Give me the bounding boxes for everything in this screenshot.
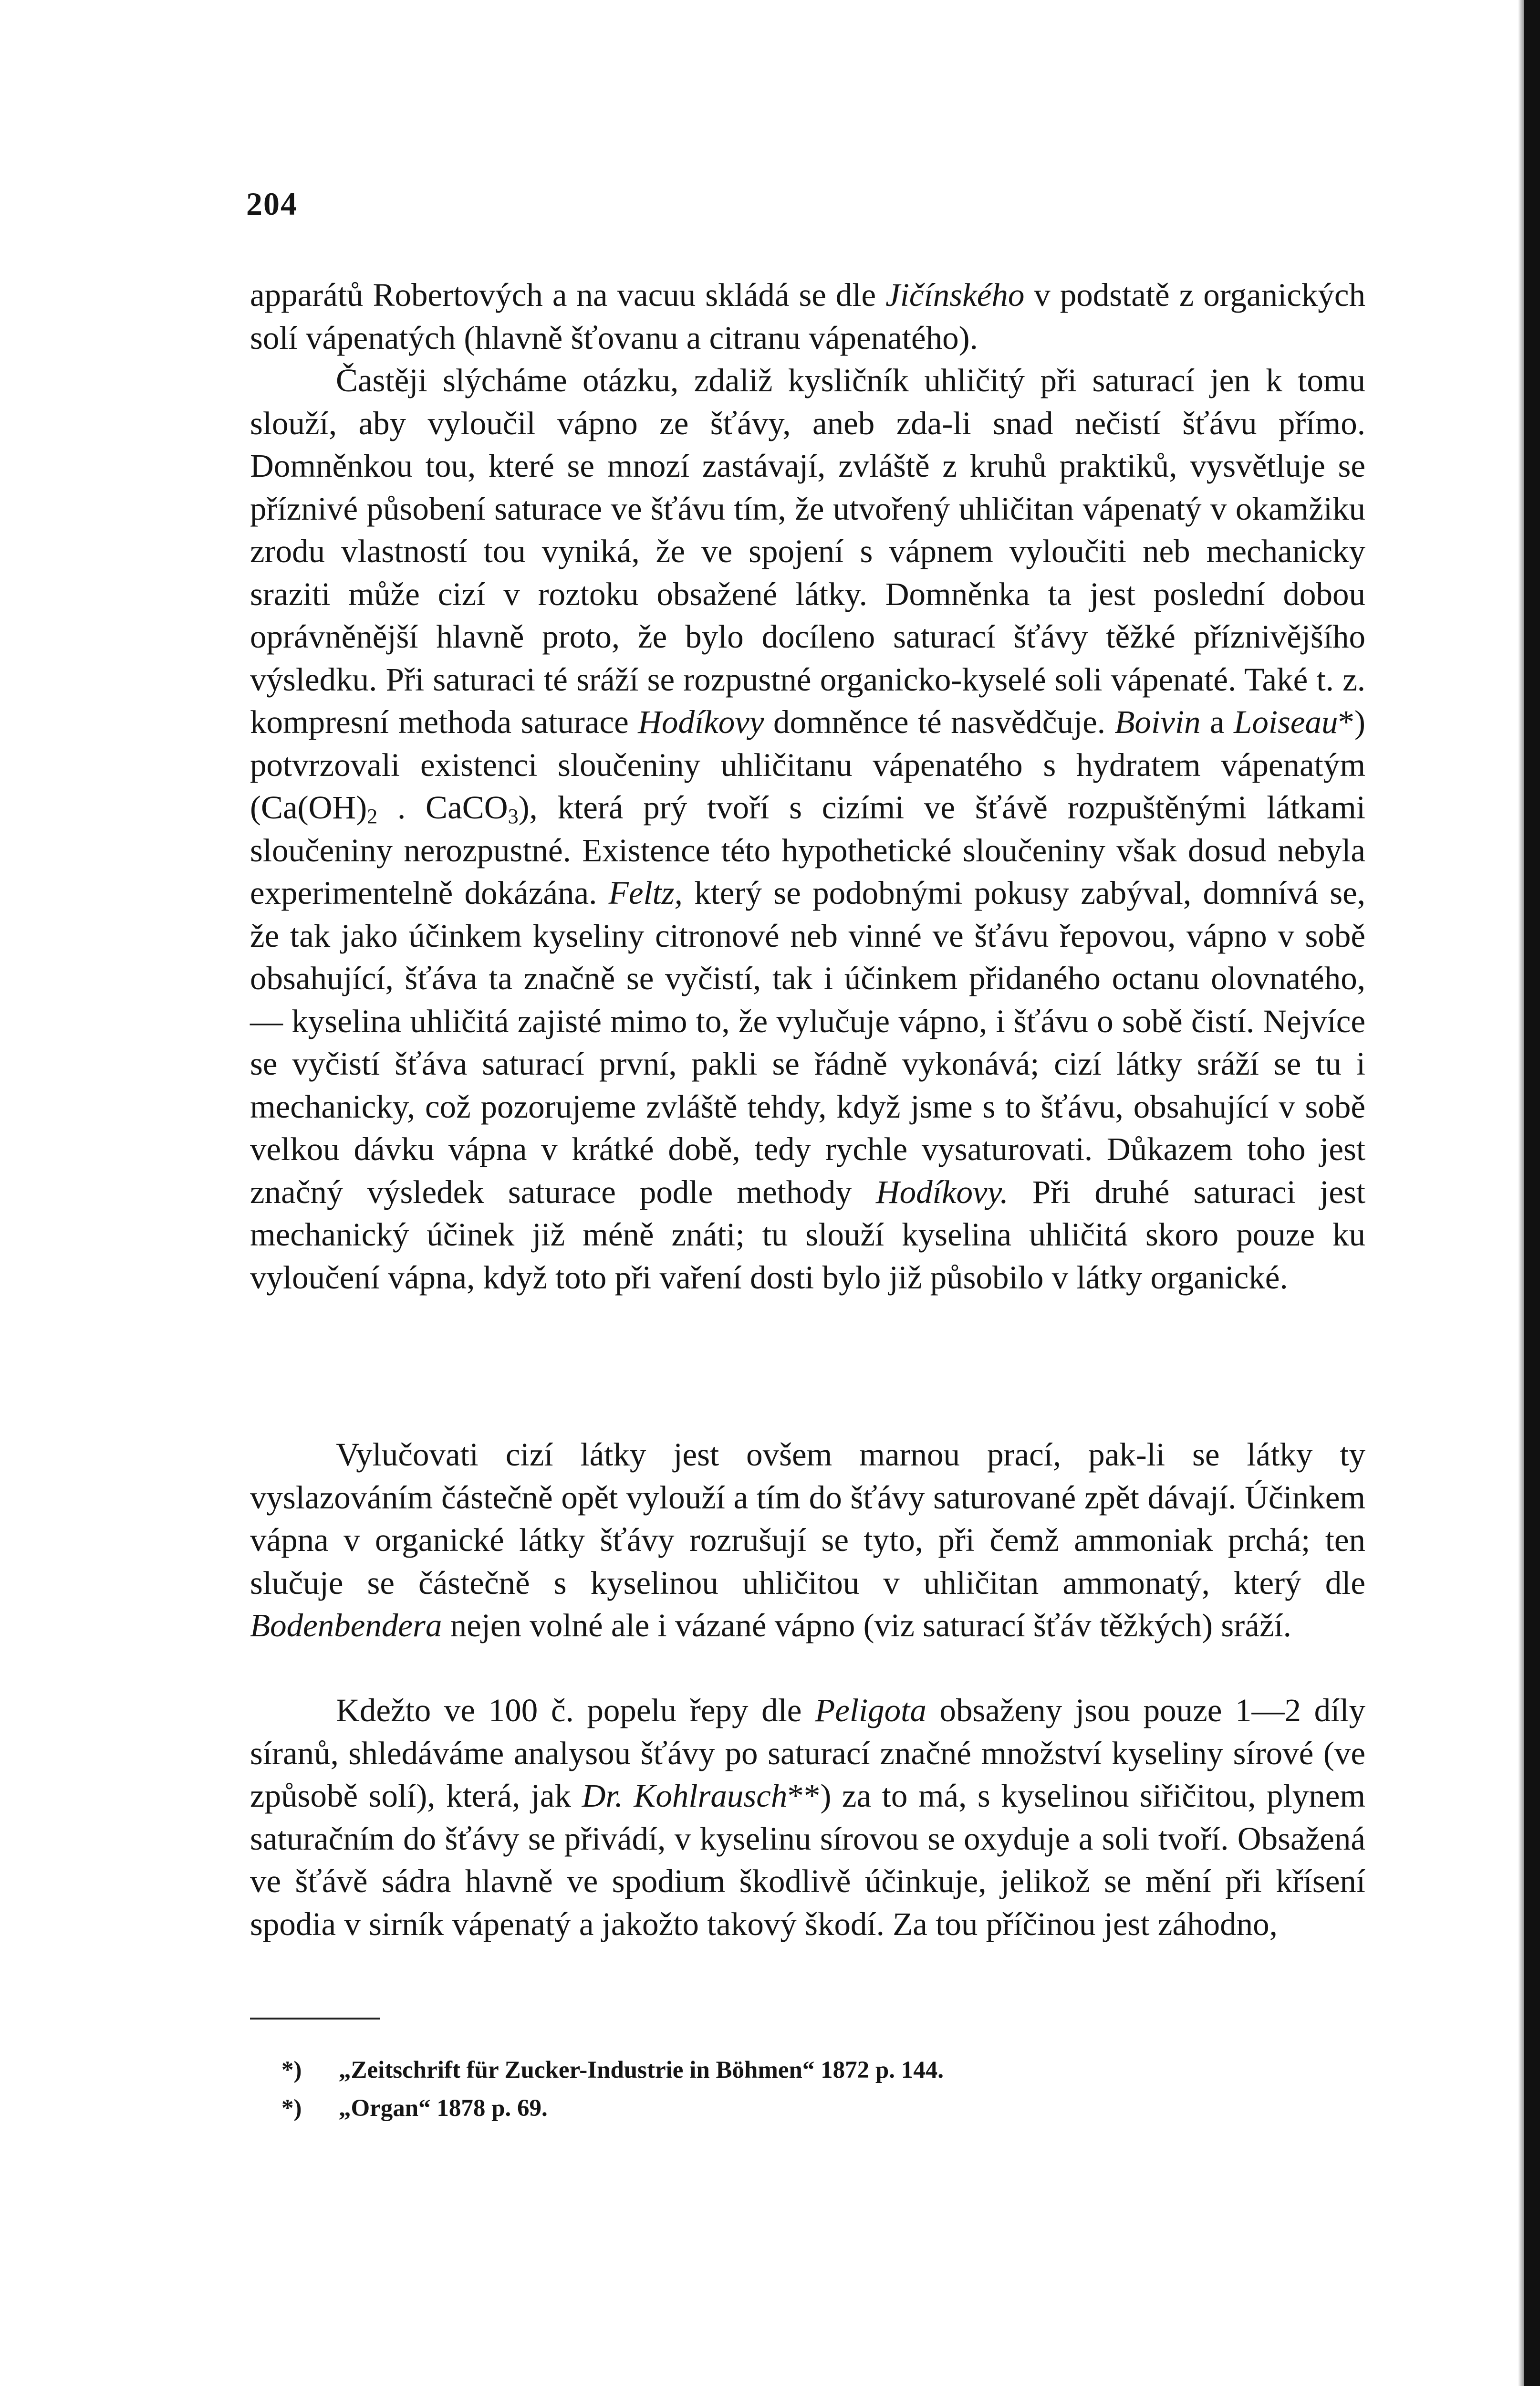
text-run: v podstatě z organických solí vápenatých (hlavně šťovanu a citranu vápenatého). [250,277,1365,356]
subscript: 2 [367,805,378,828]
author-name: Hodíkovy. [875,1173,1009,1210]
subscript: 3 [508,805,519,828]
footnote-divider [250,2018,380,2020]
author-name: Dr. Kohlrausch [582,1778,788,1814]
footnote-text: „Organ“ 1878 p. 69. [339,2095,548,2122]
text-run: Vylučovati cizí látky jest ovšem marnou prací, pak-li se látky ty vyslazováním částečně opět vylouží a tím do šťávy saturované zpět dávají. Účinkem vápna v organické látky šťávy rozrušují se tyto, při čemž ammoniak prchá; ten slučuje se částečně s kyselinou uhličitou v uhličitan ammonatý, který dle [250,1436,1365,1601]
author-name: Boivin [1114,704,1201,740]
page-number: 204 [246,186,298,222]
text-run: **) za to má, s kyselinou siřičitou, plynem saturačním do šťávy se přivádí, v kyselinu sírovou se oxyduje a soli tvoří. Obsažená ve šťávě sádra hlavně ve spodium škodlivě účinkuje, jelikož se mění při křísení spodia v sirník vápenatý a jakožto takový škodí. Za tou příčinou jest záhodno, [250,1778,1366,1942]
author-name: Feltz, [608,875,683,911]
footnote-mark: *) [281,2095,302,2122]
text-run: *) potvrzovali existenci sloučeniny uhličitanu vápenatého s hydratem vápenatým (Ca(OH) [250,704,1365,826]
footnotes [281,2051,1331,2127]
paragraph-saturation [250,359,1365,1299]
scan-edge [1524,0,1540,2386]
footnote-text: „Zeitschrift für Zucker-Industrie in Böhmen“ 1872 p. 144. [339,2057,944,2083]
body-text-bottom [250,1689,1365,1946]
paragraph-sulfates [250,1689,1365,1946]
author-name: Jičínského [885,277,1025,313]
body-text-middle [250,1434,1365,1647]
paragraph-leaching [250,1434,1365,1647]
footnote-mark: *) [281,2057,302,2083]
footnote-1 [281,2051,1331,2089]
text-run: který se podobnými pokusy zabýval, domnívá se, že tak jako účinkem kyseliny citronové neb vinné ve šťávu řepovou, vápno v sobě obsahující, šťáva ta značně se vyčistí, tak i účinkem přidaného octanu olovnatého, — kyselina uhličitá zajisté mimo to, že vylučuje vápno, i šťávu o sobě čistí. Nejvíce se vyčistí šťáva saturací první, pakli se řádně vykonává; cizí látky sráží se tu i mechanicky, což pozorujeme zvláště tehdy, když jsme s to šťávu, obsahující v sobě velkou dávku vápna v krátké době, tedy rychle vysaturovati. Důkazem toho jest značný výsledek saturace podle methody [250,875,1366,1210]
paragraph-continuation [250,274,1365,359]
text-run: nejen volné ale i vázané vápno (viz saturací šťáv těžkých) sráží. [442,1607,1291,1643]
author-name: Hodíkovy [638,704,764,740]
body-text-top [250,274,1365,1299]
author-name: Peligota [815,1692,926,1728]
text-run: Při druhé saturaci jest mechanický účinek již méně znáti; tu slouží kyselina uhličitá skoro pouze ku vyloučení vápna, když toto při vaření dosti bylo již působilo v látky organické. [250,1173,1365,1296]
text-run: Kdežto ve 100 č. popelu řepy dle [336,1692,815,1728]
text-run: Častěji slýcháme otázku, zdaliž kysličník uhličitý při saturací jen k tomu slouží, aby vyloučil vápno ze šťávy, aneb zda-li snad nečistí šťávu přímo. Domněnkou tou, které se mnozí zastávají, zvláště z kruhů praktiků, vysvětluje se příznivé působení saturace ve šťávu tím, že utvořený uhličitan vápenatý v okamžiku zrodu vlastností tou vyniká, že ve spojení s vápnem vyloučiti neb mechanicky sraziti může cizí v roztoku obsažené látky. Domněnka ta jest poslední dobou oprávněnější hlavně proto, že bylo docíleno saturací šťávy těžké příznivějšího výsledku. Při saturaci té sráží se rozpustné organicko-kyselé soli vápenaté. Také t. z. kompresní methoda saturace [250,362,1365,740]
author-name: Loiseau [1233,704,1338,740]
text-run: obsaženy jsou pouze 1—2 díly síranů, shledáváme analysou šťávy po saturací značné množství kyseliny sírové (ve způsobě solí), která, jak [250,1692,1365,1814]
footnote-2 [281,2089,1331,2127]
text-run: . CaCO [377,789,508,826]
text-run: ), která prý tvoří s cizími ve šťávě rozpuštěnými látkami sloučeniny nerozpustné. Existence této hypothetické sloučeniny však dosud nebyla experimentelně dokázána. [250,789,1365,911]
text-run: apparátů Robertových a na vacuu skládá se dle [250,277,886,313]
text-run: domněnce té nasvědčuje. [764,704,1115,740]
text-run: a [1200,704,1234,740]
author-name: Bodenbendera [250,1607,442,1643]
scan-edge-shadow [1518,0,1524,2386]
